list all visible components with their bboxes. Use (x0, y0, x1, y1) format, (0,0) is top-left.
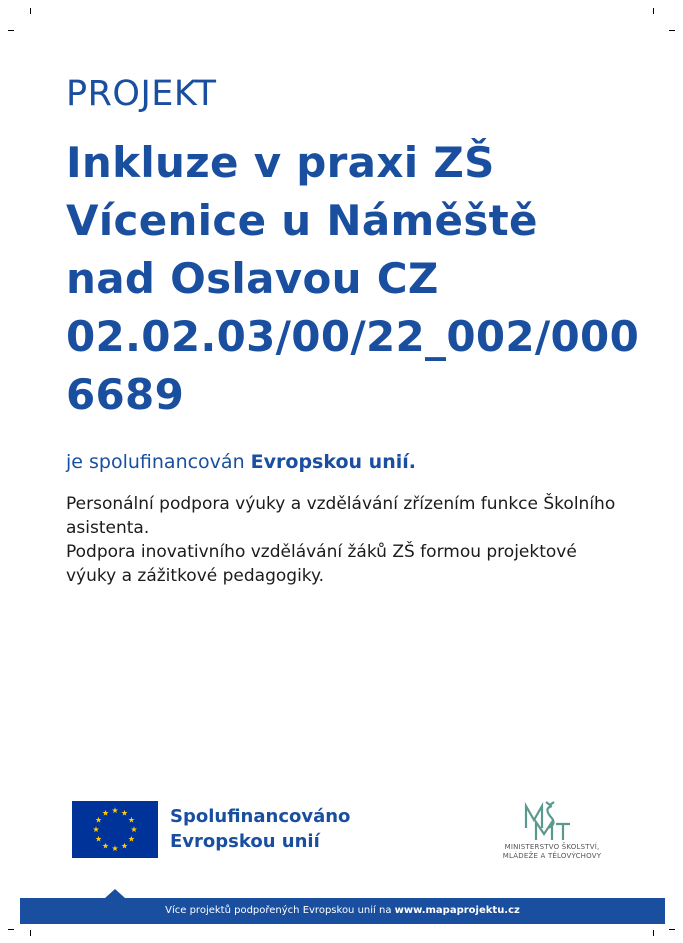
eu-star-icon (131, 826, 137, 832)
crop-mark-top-right (669, 30, 675, 31)
eu-star-icon (96, 817, 102, 823)
eu-text-line-2: Evropskou unií (170, 831, 320, 852)
eu-star-icon (128, 817, 134, 823)
description-line-4: výuky a zážitkové pedagogiky. (66, 566, 325, 586)
crop-mark-top-left-v (30, 8, 31, 14)
eu-star-icon (112, 807, 118, 813)
eu-cofinanced-text (170, 804, 350, 854)
eu-star-icon (96, 836, 102, 842)
description-line-2: asistenta. (66, 518, 150, 538)
eu-star-icon (102, 810, 108, 816)
footer-bar (20, 898, 665, 924)
eu-star-icon (112, 845, 118, 851)
project-title-line-2: Vícenice u Náměště (66, 196, 538, 245)
footer-notch (105, 889, 125, 898)
msmt-caption-line-1: MINISTERSTVO ŠKOLSTVÍ, (504, 843, 600, 851)
crop-mark-bottom-left-v (30, 930, 31, 936)
crop-mark-bottom-right (669, 929, 675, 930)
eu-star-icon (128, 836, 134, 842)
description-line-1: Personální podpora výuky a vzdělávání zřízením funkce Školního (66, 494, 616, 514)
cofinanced-prefix: je spolufinancován (66, 451, 251, 473)
cofinanced-emphasis: Evropskou unií. (250, 451, 416, 473)
footer-text: Více projektů podpořených Evropskou unií na (165, 905, 395, 916)
eu-star-icon (102, 843, 108, 849)
eu-flag-icon (72, 801, 158, 858)
project-title-line-1: Inkluze v praxi ZŠ (66, 138, 495, 187)
eu-text-line-1: Spolufinancováno (170, 806, 351, 827)
cofinanced-statement (66, 451, 416, 473)
crop-mark-top-left (8, 30, 14, 31)
eu-star-icon (93, 826, 99, 832)
eu-star-icon (121, 843, 127, 849)
project-label: PROJEKT (66, 74, 217, 114)
footer-link[interactable]: www.mapaprojektu.cz (394, 905, 520, 916)
eu-stars (72, 801, 158, 858)
project-title-line-3: nad Oslavou CZ (66, 254, 439, 303)
msmt-caption (487, 843, 617, 861)
description-line-3: Podpora inovativního vzdělávání žáků ZŠ formou projektové (66, 542, 577, 562)
crop-mark-bottom-left (8, 929, 14, 930)
project-title-line-4: 02.02.03/00/22_002/000 (66, 312, 640, 361)
eu-star-icon (121, 810, 127, 816)
project-title-line-5: 6689 (66, 370, 185, 419)
crop-mark-bottom-right-v (653, 930, 654, 936)
crop-mark-top-right-v (653, 8, 654, 14)
project-description (66, 492, 626, 588)
msmt-caption-line-2: MLÁDEŽE A TĚLOVÝCHOVY (502, 852, 602, 860)
